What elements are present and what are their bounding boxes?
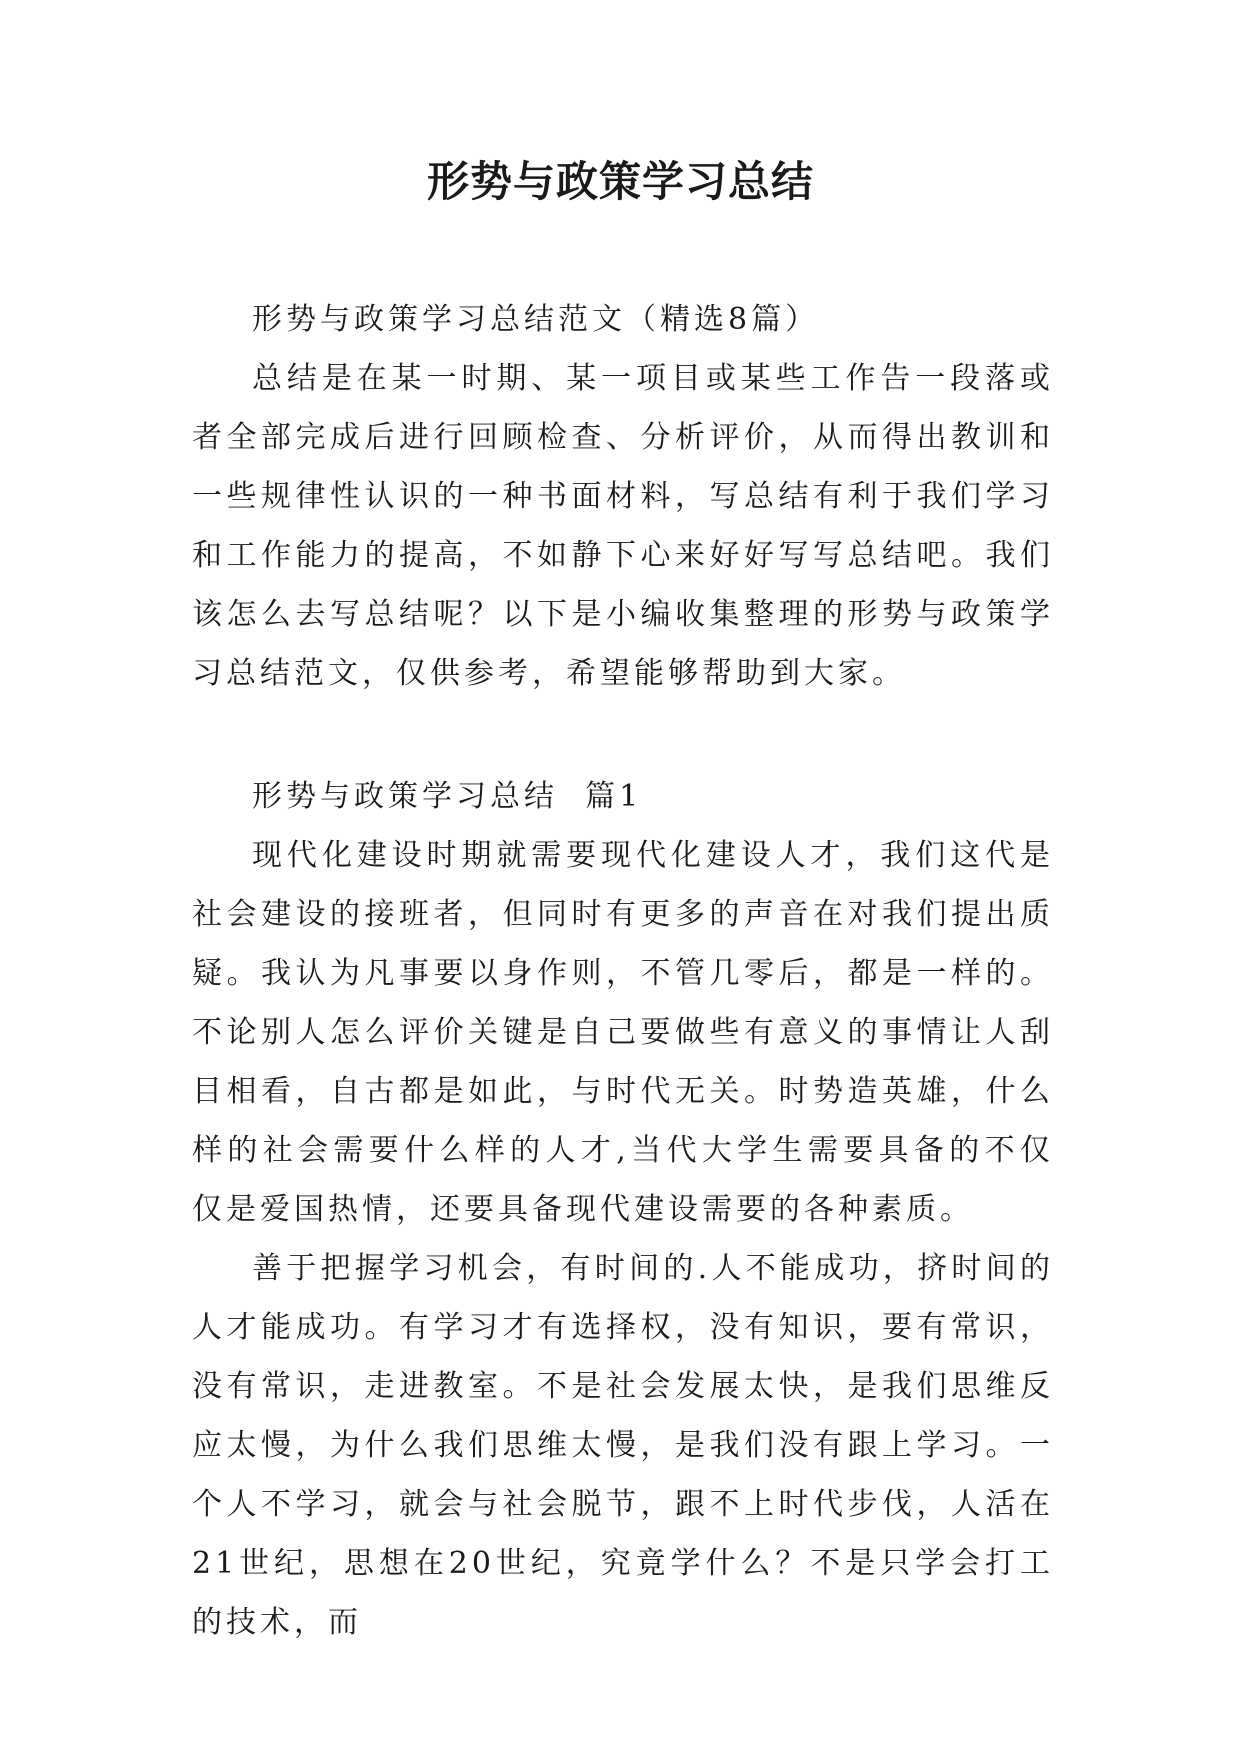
section-paragraph-2: 善于把握学习机会，有时间的.人不能成功，挤时间的人才能成功。有学习才有选择权，没有知识，要有常识，没有常识，走进教室。不是社会发展太快，是我们思维反应太慢，为什么我们思维太慢，是我们没有跟上学习。一个人不学习，就会与社会脱节，跟不上时代步伐，人活在21世纪，思想在20世纪，究竟学什么？不是只学会打工的技术，而	[192, 1251, 1054, 1640]
section-heading: 形势与政策学习总结 篇1	[252, 779, 643, 814]
section-spacer	[192, 703, 1054, 767]
intro-paragraph: 总结是在某一时期、某一项目或某些工作告一段落或者全部完成后进行回顾检查、分析评价，从而得出教训和一些规律性认识的一种书面材料，写总结有利于我们学习和工作能力的提高，不如静下心来好好写写总结吧。我们该怎么去写总结呢？以下是小编收集整理的形势与政策学习总结范文，仅供参考，希望能够帮助到大家。	[192, 361, 1054, 691]
document-body	[192, 290, 1054, 1652]
document-subtitle: 形势与政策学习总结范文（精选8篇）	[252, 302, 820, 337]
document-title: 形势与政策学习总结	[426, 157, 814, 206]
section-paragraph-1: 现代化建设时期就需要现代化建设人才，我们这代是社会建设的接班者，但同时有更多的声音在对我们提出质疑。我认为凡事要以身作则，不管几零后，都是一样的。不论别人怎么评价关键是自己要做些有意义的事情让人刮目相看，自古都是如此，与时代无关。时势造英雄，什么样的社会需要什么样的人才,当代大学生需要具备的不仅仅是爱国热情，还要具备现代建设需要的各种素质。	[192, 838, 1054, 1227]
